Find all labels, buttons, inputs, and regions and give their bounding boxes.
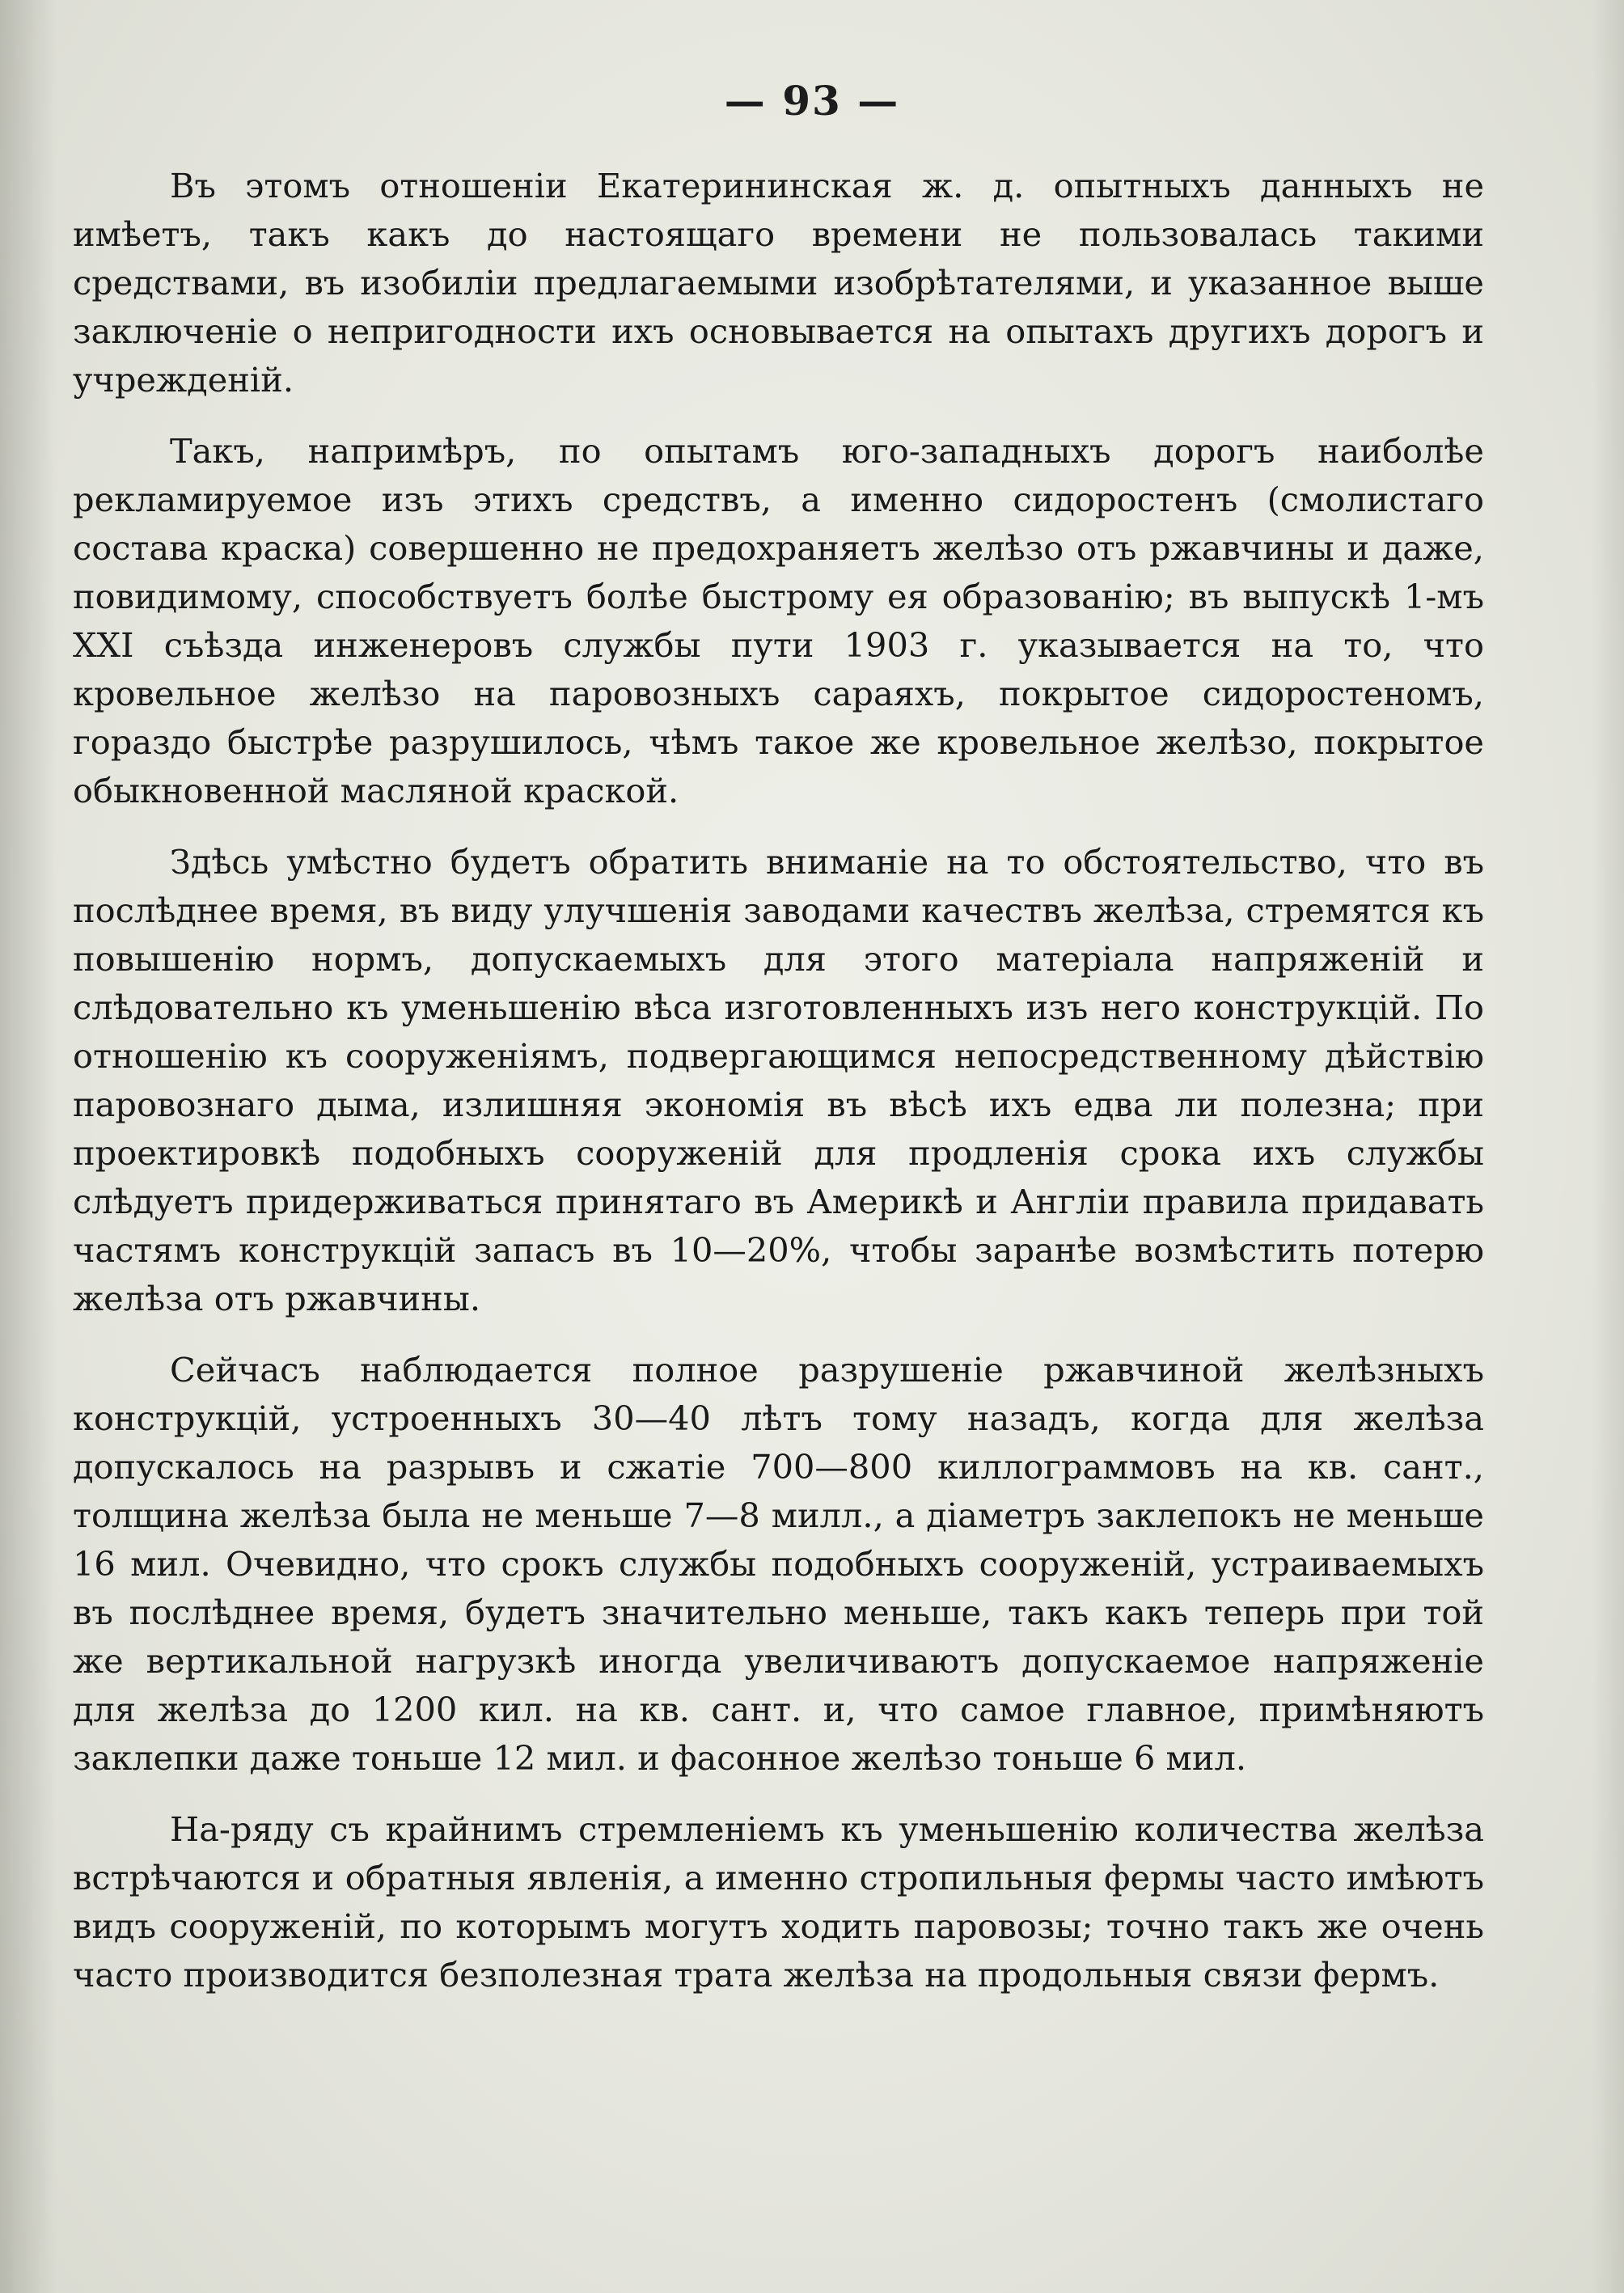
paragraph-5: На-ряду съ крайнимъ стремленіемъ къ уменьшенію количества желѣза встрѣчаются и обратныя явленія, а именно стропильныя фермы часто имѣютъ видъ сооруженій, по которымъ могутъ ходить паровозы; точно такъ же очень часто производится безполезная трата желѣза на продольныя связи фермъ. <box>73 1809 1484 1995</box>
paragraph-1: Въ этомъ отношеніи Екатерининская ж. д. опытныхъ данныхъ не имѣетъ, такъ какъ до настоящаго времени не пользовалась такими средствами, въ изобиліи предлагаемыми изобрѣтателями, и указанное выше заключеніе о непригодности ихъ основывается на опытахъ другихъ дорогъ и учрежденій. <box>73 166 1484 400</box>
paragraph-4: Сейчасъ наблюдается полное разрушеніе ржавчиной желѣзныхъ конструкцій, устроенныхъ 30—40 лѣтъ тому назадъ, когда для желѣза допускалось на разрывъ и сжатіе 700—800 киллограммовъ на кв. сант., толщина желѣза была не меньше 7—8 милл., а діаметръ заклепокъ не меньше 16 мил. Очевидно, что срокъ службы подобныхъ сооруженій, устраиваемыхъ въ послѣднее время, будетъ значительно меньше, такъ какъ теперь при той же вертикальной нагрузкѣ иногда увеличиваютъ допускаемое напряженіе для желѣза до 1200 кил. на кв. сант. и, что самое главное, примѣняютъ заклепки даже тоньше 12 мил. и фасонное желѣзо тоньше 6 мил. <box>73 1350 1484 1778</box>
page-number: — 93 — <box>724 77 900 125</box>
body-text <box>73 162 1484 2022</box>
paragraph-3: Здѣсь умѣстно будетъ обратить вниманіе на то обстоятельство, что въ послѣднее время, въ виду улучшенія заводами качествъ желѣза, стремятся къ повышенію нормъ, допускаемыхъ для этого матеріала напряженій и слѣдовательно къ уменьшенію вѣса изготовленныхъ изъ него конструкцій. По отношенію къ сооруженіямъ, подвергающимся непосредственному дѣйствію паровознаго дыма, излишняя экономія въ вѣсѣ ихъ едва ли полезна; при проектировкѣ подобныхъ сооруженій для продленія срока ихъ службы слѣдуетъ придерживаться принятаго въ Америкѣ и Англіи правила придавать частямъ конструкцій запасъ въ 10—20%, чтобы заранѣе возмѣстить потерю желѣза отъ ржавчины. <box>73 842 1484 1318</box>
paragraph-2: Такъ, напримѣръ, по опытамъ юго-западныхъ дорогъ наиболѣе рекламируемое изъ этихъ средствъ, а именно сидоростенъ (смолистаго состава краска) совершенно не предохраняетъ желѣзо отъ ржавчины и даже, повидимому, способствуетъ болѣе быстрому ея образованію; въ выпускѣ 1-мъ XXI съѣзда инженеровъ службы пути 1903 г. указывается на то, что кровельное желѣзо на паровозныхъ сараяхъ, покрытое сидоростеномъ, гораздо быстрѣе разрушилось, чѣмъ такое же кровельное желѣзо, покрытое обыкновенной масляной краской. <box>73 431 1484 810</box>
